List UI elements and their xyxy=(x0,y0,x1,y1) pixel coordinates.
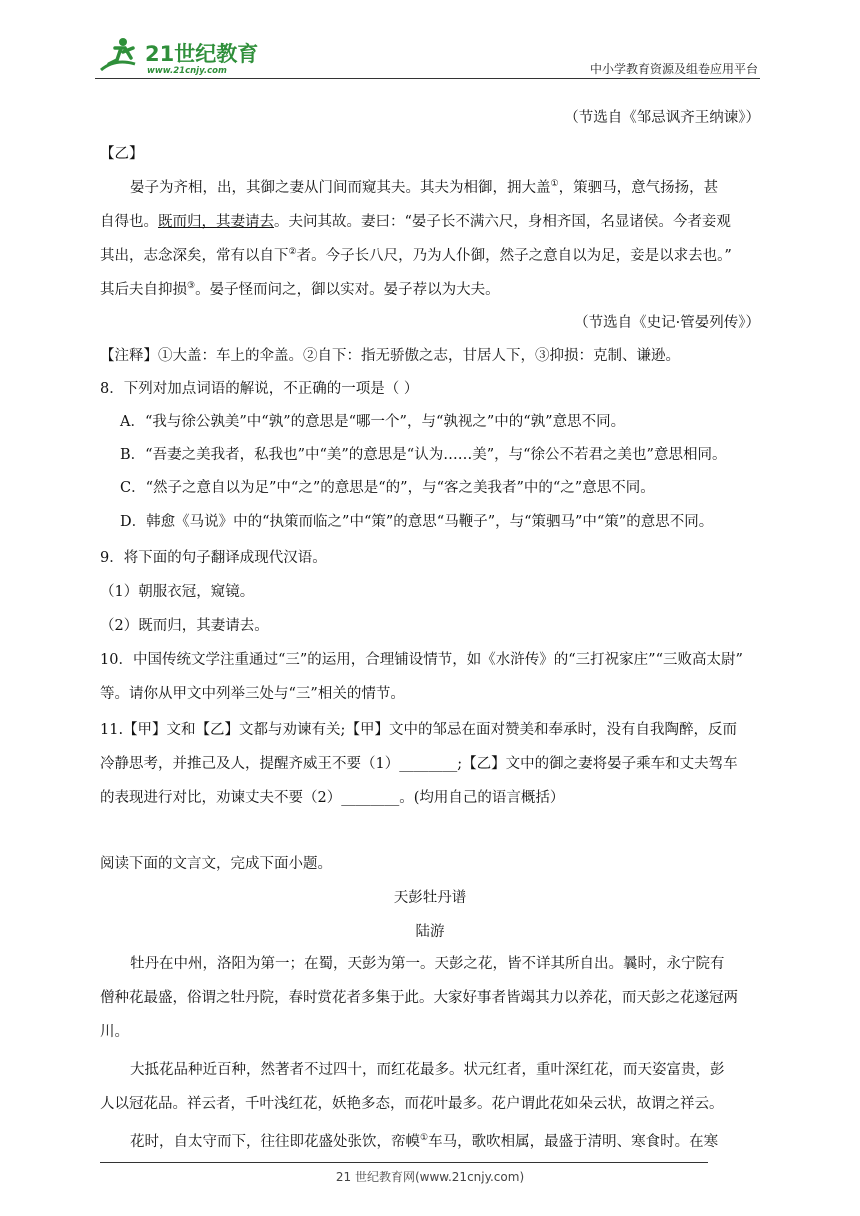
q8-option-b: B．“吾妻之美我者，私我也”中“美”的意思是“认为……美”，与“徐公不若君之美也”意思相同。 xyxy=(120,447,727,463)
yi-para-line-4 xyxy=(100,278,500,299)
text: 者。今子长八尺，乃为人仆御，然子之意自以为足，妾是以求去也。” xyxy=(296,248,732,264)
q8-option-d: D．韩愈《马说》中的“执策而临之”中“策”的意思“马鞭子”，与“策驷马”中“策”的意思不同。 xyxy=(120,514,714,530)
reading-intro: 阅读下面的文言文，完成下面小题。 xyxy=(100,856,332,872)
footnote-mark: ② xyxy=(288,247,297,258)
text: 其出，志念深矣，常有以自下 xyxy=(100,248,289,264)
question-8: 8．下列对加点词语的解说，不正确的一项是（ ） xyxy=(100,381,419,397)
passage-title: 天彭牡丹谱 xyxy=(393,890,467,906)
footnote-mark: ① xyxy=(550,179,559,190)
site-logo xyxy=(95,34,265,76)
text: 晏子为齐相，出，其御之妻从门间而窥其夫。其夫为相御，拥大盖 xyxy=(130,180,551,196)
q9-item-1: （1）朝服衣冠，窥镜。 xyxy=(100,584,255,600)
question-10-line-1: 10．中国传统文学注重通过“三”的运用，合理铺设情节，如《水浒传》的“三打祝家庄”“三败高太尉” xyxy=(100,652,743,668)
q8-option-a: A．“我与徐公孰美”中“孰”的意思是“哪一个”，与“孰视之”中的“孰”意思不同。 xyxy=(120,414,626,430)
passage-para-1-line-2: 僧种花最盛，俗谓之牡丹院，春时赏花者多集于此。大家好事者皆竭其力以养花，而天彭之花遂冠两 xyxy=(100,990,738,1006)
footer-divider xyxy=(100,1162,708,1163)
source-jia: （节选自《邹忌讽齐王纳谏》） xyxy=(564,110,760,126)
platform-label: 中小学教育资源及组卷应用平台 xyxy=(589,62,758,76)
logo-text: 21世纪教育 xyxy=(145,42,259,66)
passage-para-2-line-1: 大抵花品种近百种，然著者不过四十，而红花最多。状元红者，重叶深红花，而天姿富贵，彭 xyxy=(130,1062,725,1078)
question-11-line-1: 11.【甲】文和【乙】文都与劝谏有关;【甲】文中的邹忌在面对赞美和奉承时，没有自我陶醉，反而 xyxy=(100,722,737,738)
underlined-sentence: 既而归，其妻请去 xyxy=(158,214,274,230)
passage-author: 陆游 xyxy=(415,924,445,940)
footnote-mark: ① xyxy=(420,1133,429,1144)
text: 自得也。 xyxy=(100,214,158,230)
yi-para-line-1 xyxy=(130,176,718,197)
question-10-line-2: 等。请你从甲文中列举三处与“三”相关的情节。 xyxy=(100,686,405,702)
page-header xyxy=(95,30,760,78)
header-divider xyxy=(95,78,760,79)
text: 车马，歌吹相属，最盛于清明、寒食时。在寒 xyxy=(428,1134,719,1150)
text: 。夫问其故。妻曰：“晏子长不满六尺，身相齐国，名显诸侯。今者妾观 xyxy=(274,214,731,230)
passage-para-1-line-1: 牡丹在中州，洛阳为第一；在蜀，天彭为第一。天彭之花，皆不详其所自出。曩时，永宁院有 xyxy=(130,956,725,972)
logo-url: www.21cnjy.com xyxy=(147,66,227,76)
question-11-line-2: 冷静思考，并推己及人，提醒齐威王不要（1）________;【乙】文中的御之妻将晏子乘车和丈夫驾车 xyxy=(100,756,738,772)
yi-title: 【乙】 xyxy=(100,146,144,162)
text: 。晏子怪而问之，御以实对。晏子荐以为大夫。 xyxy=(195,282,500,298)
q9-item-2: （2）既而归，其妻请去。 xyxy=(100,618,269,634)
footnote-mark: ③ xyxy=(187,281,196,292)
text: 花时，自太守而下，往往即花盛处张饮，帟幙 xyxy=(130,1134,420,1150)
question-11-line-3: 的表现进行对比，劝谏丈夫不要（2）________。(均用自己的语言概括） xyxy=(100,790,565,806)
question-9: 9．将下面的句子翻译成现代汉语。 xyxy=(100,550,327,566)
source-yi: （节选自《史记·管晏列传》） xyxy=(574,315,760,331)
passage-para-3-line-1 xyxy=(130,1130,718,1151)
passage-para-1-line-3: 川。 xyxy=(100,1024,129,1040)
text: 其后夫自抑损 xyxy=(100,282,187,298)
yi-para-line-3 xyxy=(100,244,732,265)
notes: 【注释】①大盖：车上的伞盖。②自下：指无骄傲之志，甘居人下，③抑损：克制、谦逊。 xyxy=(100,348,680,364)
yi-para-line-2 xyxy=(100,210,731,231)
passage-para-2-line-2: 人以冠花品。祥云者，千叶浅红花，妖艳多态，而花叶最多。花户谓此花如朵云状，故谓之祥云。 xyxy=(100,1096,724,1112)
page-footer: 21 世纪教育网(www.21cnjy.com) xyxy=(335,1170,525,1184)
text: ，策驷马，意气扬扬，甚 xyxy=(558,180,719,196)
q8-option-c: C．“然子之意自以为足”中“之”的意思是“的”，与“客之美我者”中的“之”意思不同。 xyxy=(120,480,655,496)
